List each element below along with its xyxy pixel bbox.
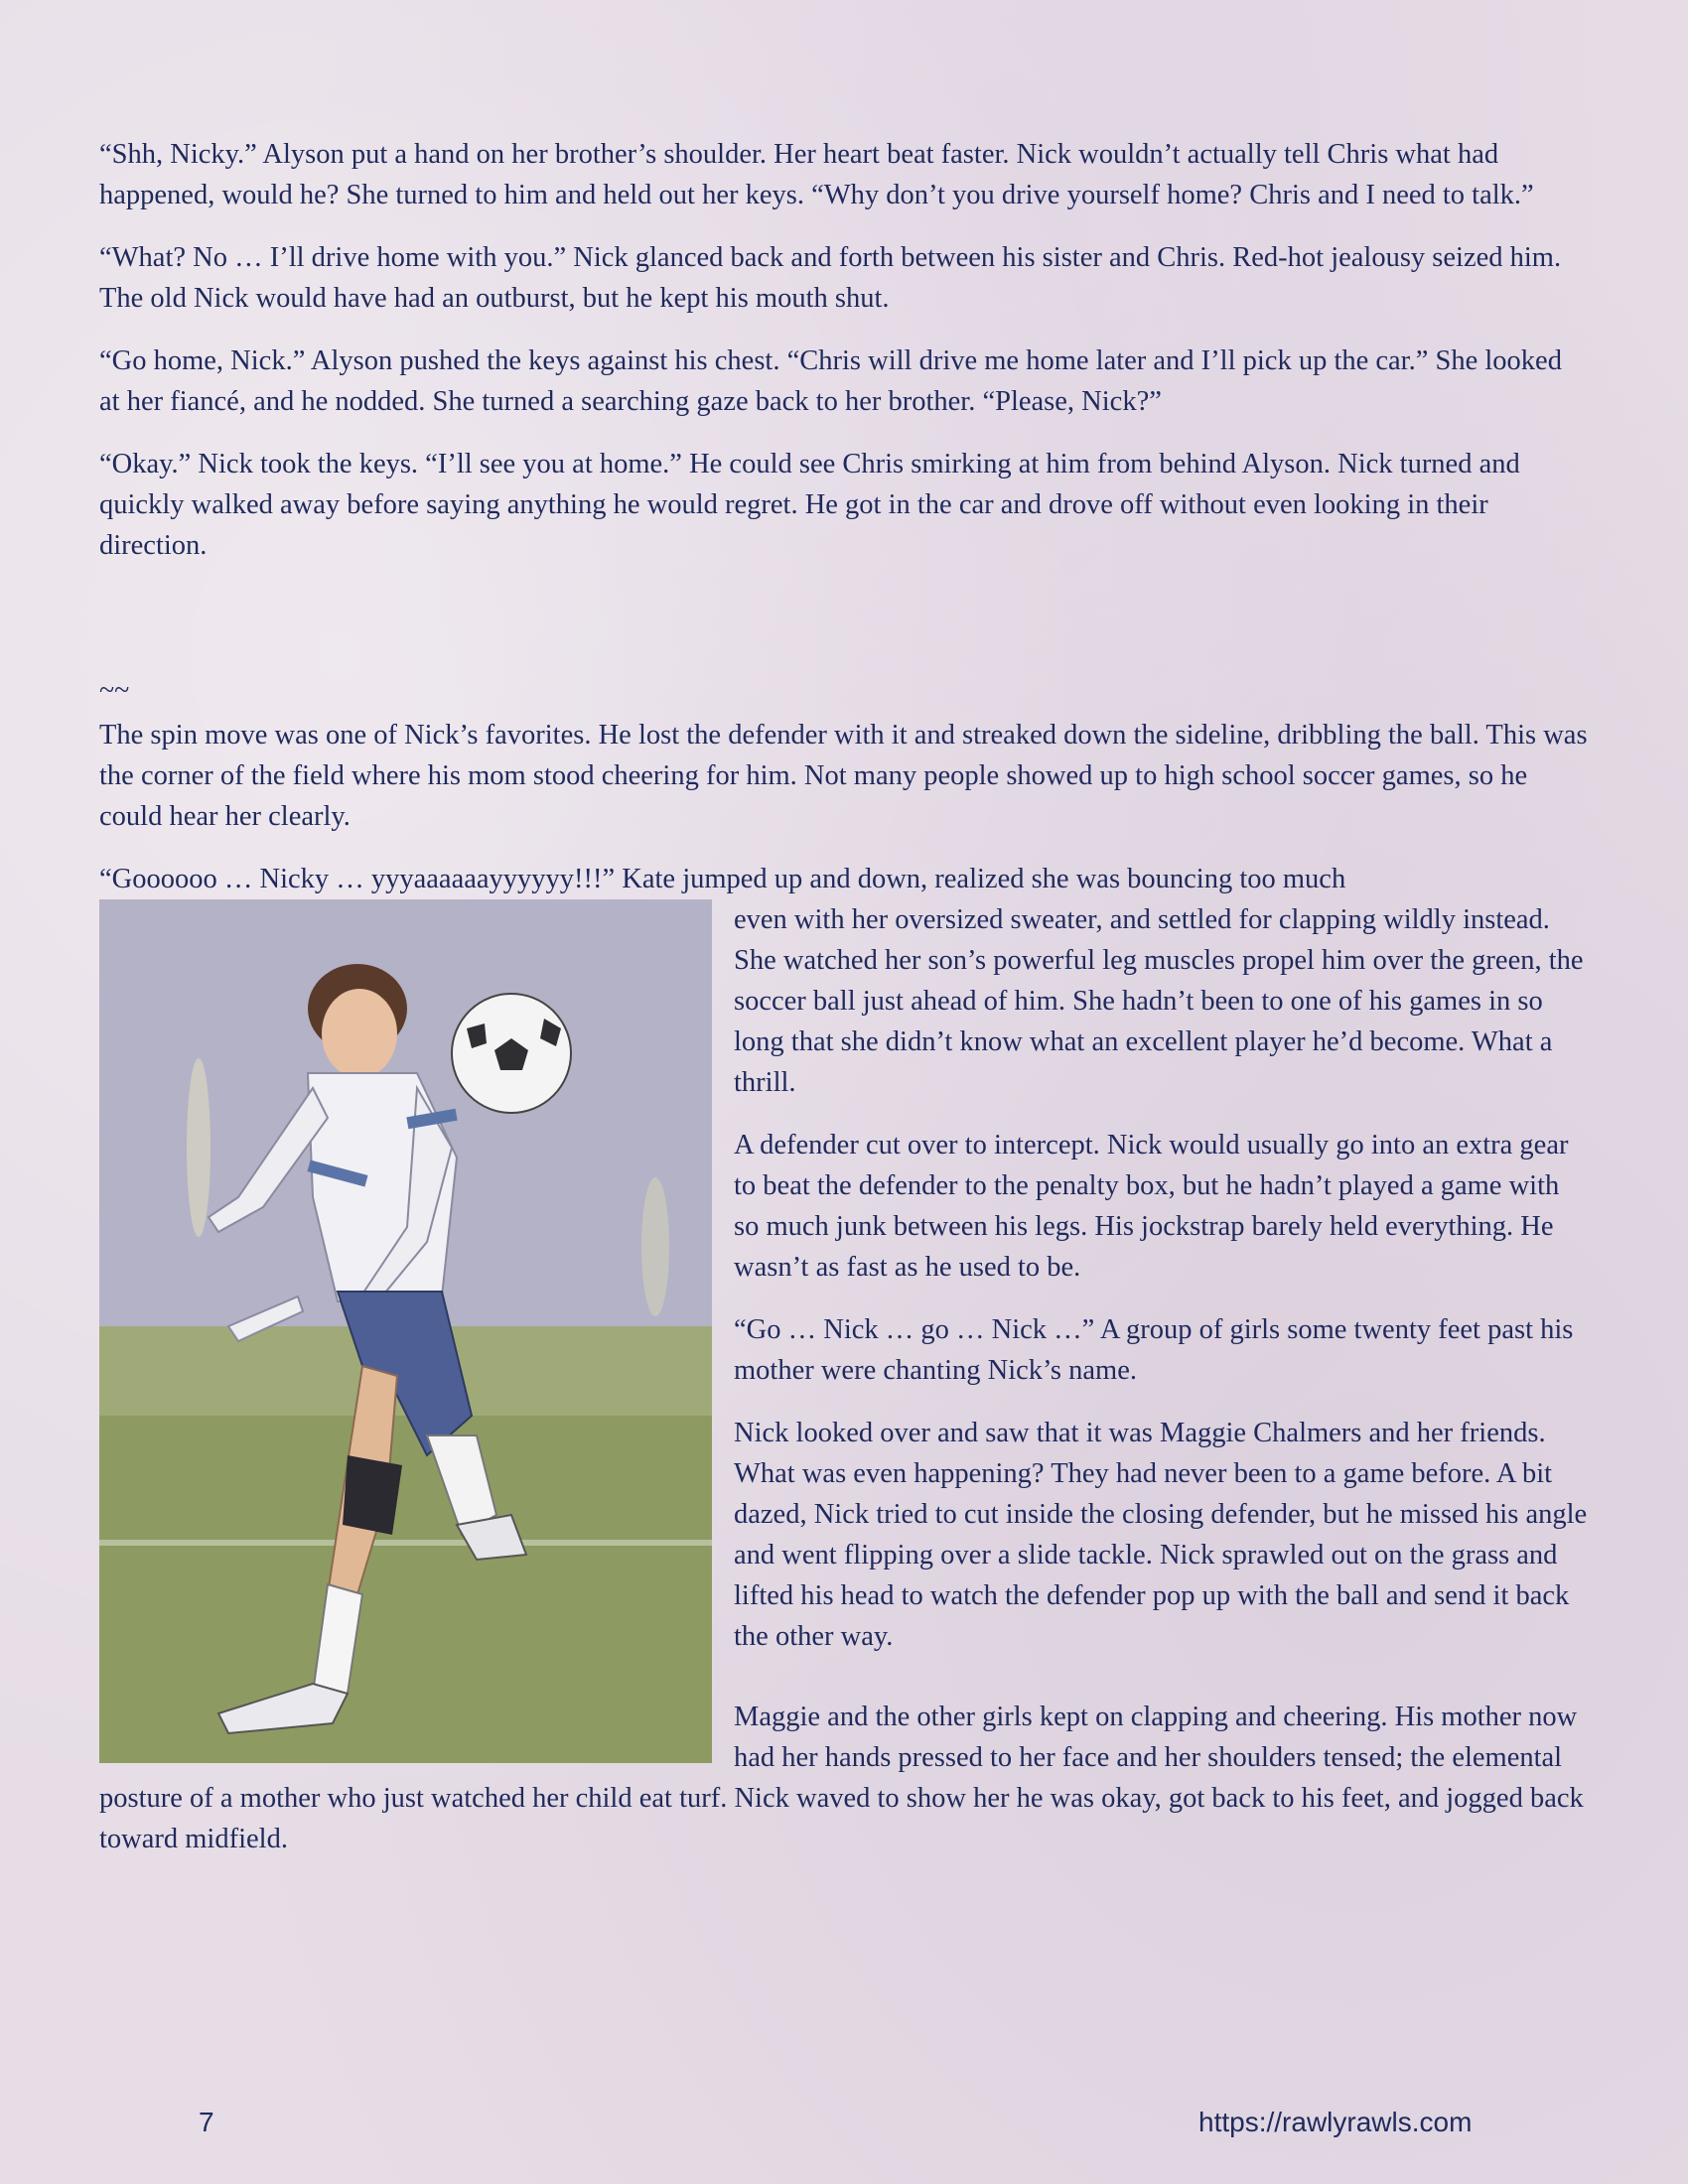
paragraph: “Goooooo … Nicky … yyyaaaaaayyyyyy!!!” Kate jumped up and down, realized she was bouncing too much xyxy=(99,864,1346,894)
paragraph: Nick looked over and saw that it was Maggie Chalmers and her friends. What was even happening? They had never been to a game before. A bit dazed, Nick tried to cut inside the closing defender, but he missed his angle and went flipping over a slide tackle. Nick sprawled out on the grass and lifted his head to watch the defender pop up with the ball and send it back the other way. xyxy=(734,1418,1588,1652)
paragraph: “Go home, Nick.” Alyson pushed the keys against his chest. “Chris will drive me home later and I’ll pick up the car.” She looked at her fiancé, and he nodded. She turned a searching gaze back to her brother. “Please, Nick?” xyxy=(99,345,1562,417)
footer-url-link[interactable]: https://rawlyrawls.com xyxy=(1198,2107,1473,2137)
paragraph: The spin move was one of Nick’s favorites. He lost the defender with it and streaked down the sideline, dribbling the ball. This was the corner of the field where his mom stood cheering for him. Not many people showed up to high school soccer games, so he could hear her clearly. xyxy=(99,720,1588,832)
paragraph: “What? No … I’ll drive home with you.” Nick glanced back and forth between his sister and Chris. Red-hot jealousy seized him. The old Nick would have had an outburst, but he kept his mouth shut. xyxy=(99,242,1562,314)
paragraph: “Shh, Nicky.” Alyson put a hand on her brother’s shoulder. Her heart beat faster. Nick wouldn’t actually tell Chris what had happened, would he? She turned to him and held out her keys. “Why don’t you drive yourself home? Chris and I need to talk.” xyxy=(99,139,1534,210)
paragraph: “Okay.” Nick took the keys. “I’ll see you at home.” He could see Chris smirking at him from behind Alyson. Nick turned and quickly walked away before saying anything he would regret. He got in the car and drove off without even looking in their direction. xyxy=(99,449,1520,561)
paragraph: “Go … Nick … go … Nick …” A group of girls some twenty feet past his mother were chanting Nick’s name. xyxy=(734,1314,1574,1386)
scene-break: ~~ xyxy=(99,675,130,706)
page-content xyxy=(99,134,1589,1881)
paragraph: A defender cut over to intercept. Nick would usually go into an extra gear to beat the defender to the penalty box, but he hadn’t played a game with so much junk between his legs. His jockstrap barely held everything. He wasn’t as fast as he used to be. xyxy=(734,1130,1569,1283)
page-number: 7 xyxy=(199,2107,214,2137)
paragraph: even with her oversized sweater, and settled for clapping wildly instead. She watched her son’s powerful leg muscles propel him over the green, the soccer ball just ahead of him. She hadn’t been to one of his games in so long that she didn’t know what an excellent player he’d become. What a thrill. xyxy=(734,904,1584,1098)
soccer-player-illustration xyxy=(99,899,712,1763)
paragraph: Maggie and the other girls kept on clapping and cheering. His mother now had her hands pressed to her face and her shoulders tensed; the elemental posture of a mother who just watched her child eat turf. Nick waved to show her he was okay, got back to his feet, and jogged back toward midfield. xyxy=(99,1702,1584,1854)
